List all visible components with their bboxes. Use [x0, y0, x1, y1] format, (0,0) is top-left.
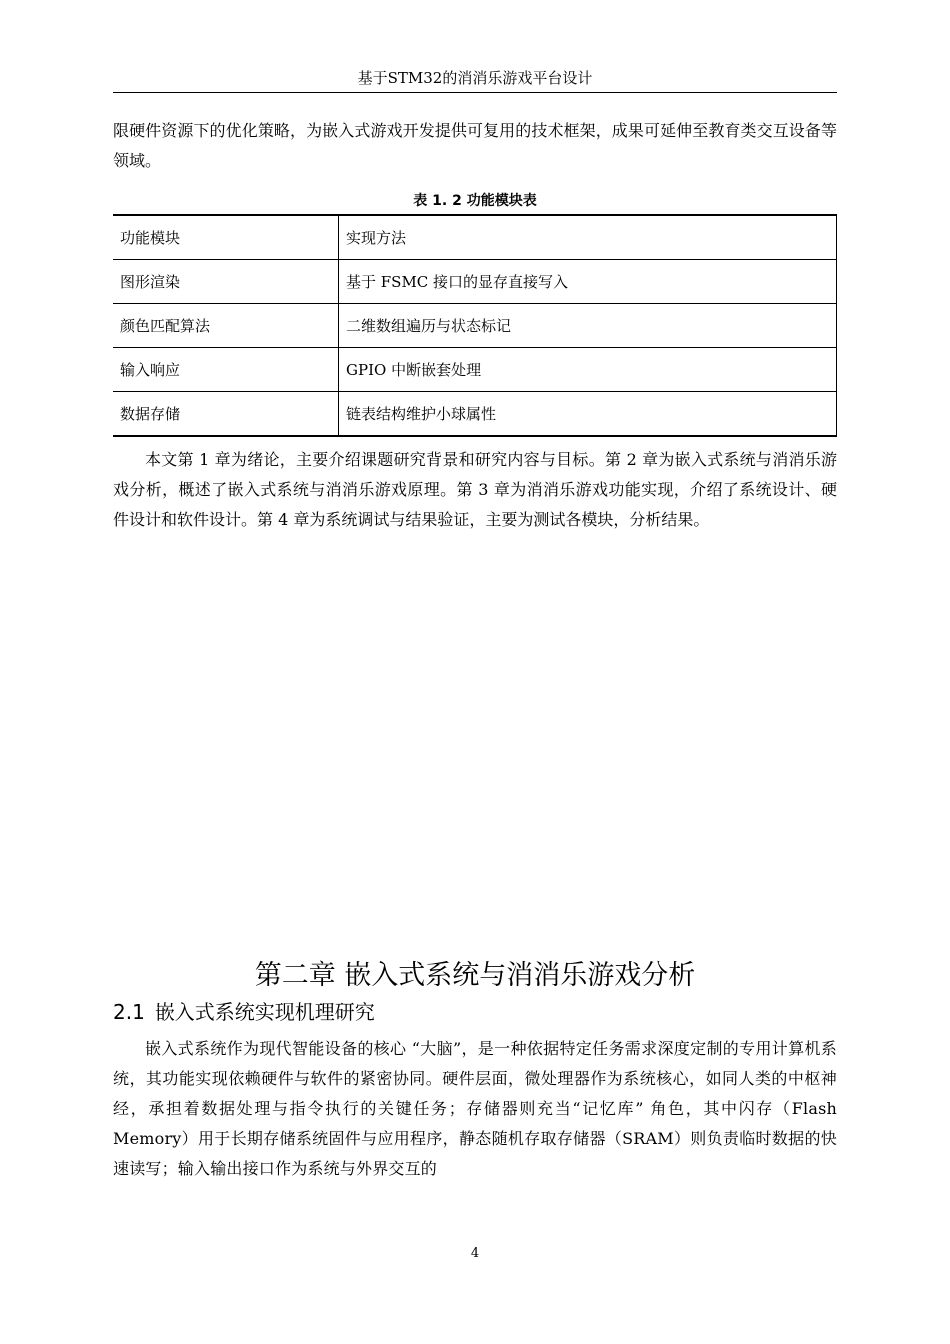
- table-cell: 二维数组遍历与状态标记: [339, 304, 837, 348]
- header-title: 基于STM32的消消乐游戏平台设计: [357, 69, 593, 87]
- page-header: [113, 64, 837, 93]
- page-number: 4: [470, 1246, 480, 1261]
- table-cell: 数据存储: [113, 392, 339, 437]
- table-cell: 颜色匹配算法: [113, 304, 339, 348]
- section-title: 嵌入式系统实现机理研究: [154, 1000, 375, 1024]
- table-cell: 图形渲染: [113, 260, 339, 304]
- table-cell: 输入响应: [113, 348, 339, 392]
- paragraph-structure: 本文第 1 章为绪论，主要介绍课题研究背景和研究内容与目标。第 2 章为嵌入式系统与消消乐游戏分析，概述了嵌入式系统与消消乐游戏原理。第 3 章为消消乐游戏功能实现，介绍了系统设计、硬件设计和软件设计。第 4 章为系统调试与结果验证，主要为测试各模块，分析结果。: [113, 450, 837, 529]
- paragraph-intro-tail: 限硬件资源下的优化策略，为嵌入式游戏开发提供可复用的技术框架，成果可延伸至教育类交互设备等领域。: [113, 121, 837, 170]
- table-row: [113, 304, 837, 348]
- table-cell: 实现方法: [339, 215, 837, 260]
- function-module-table: [113, 214, 837, 437]
- table-cell: GPIO 中断嵌套处理: [339, 348, 837, 392]
- chapter-title: 第二章 嵌入式系统与消消乐游戏分析: [254, 960, 696, 991]
- table-cell: 基于 FSMC 接口的显存直接写入: [339, 260, 837, 304]
- section-number: 2.1: [113, 1000, 145, 1024]
- table-cell: 链表结构维护小球属性: [339, 392, 837, 437]
- paragraph-section-body: 嵌入式系统作为现代智能设备的核心 “大脑”，是一种依据特定任务需求深度定制的专用计算机系统，其功能实现依赖硬件与软件的紧密协同。硬件层面，微处理器作为系统核心，如同人类的中枢神经，承担着数据处理与指令执行的关键任务；存储器则充当“记忆库” 角色，其中闪存（Flash Memory）用于长期存储系统固件与应用程序，静态随机存取存储器（SRAM）则负责临时数据的快速读写；输入输出接口作为系统与外界交互的: [113, 1039, 837, 1178]
- table-row: [113, 392, 837, 437]
- section-heading: [113, 996, 375, 1028]
- table-caption: 表 1. 2 功能模块表: [413, 193, 537, 209]
- table-cell: 功能模块: [113, 215, 339, 260]
- table-header-row: [113, 215, 837, 260]
- table-row: [113, 260, 837, 304]
- table-row: [113, 348, 837, 392]
